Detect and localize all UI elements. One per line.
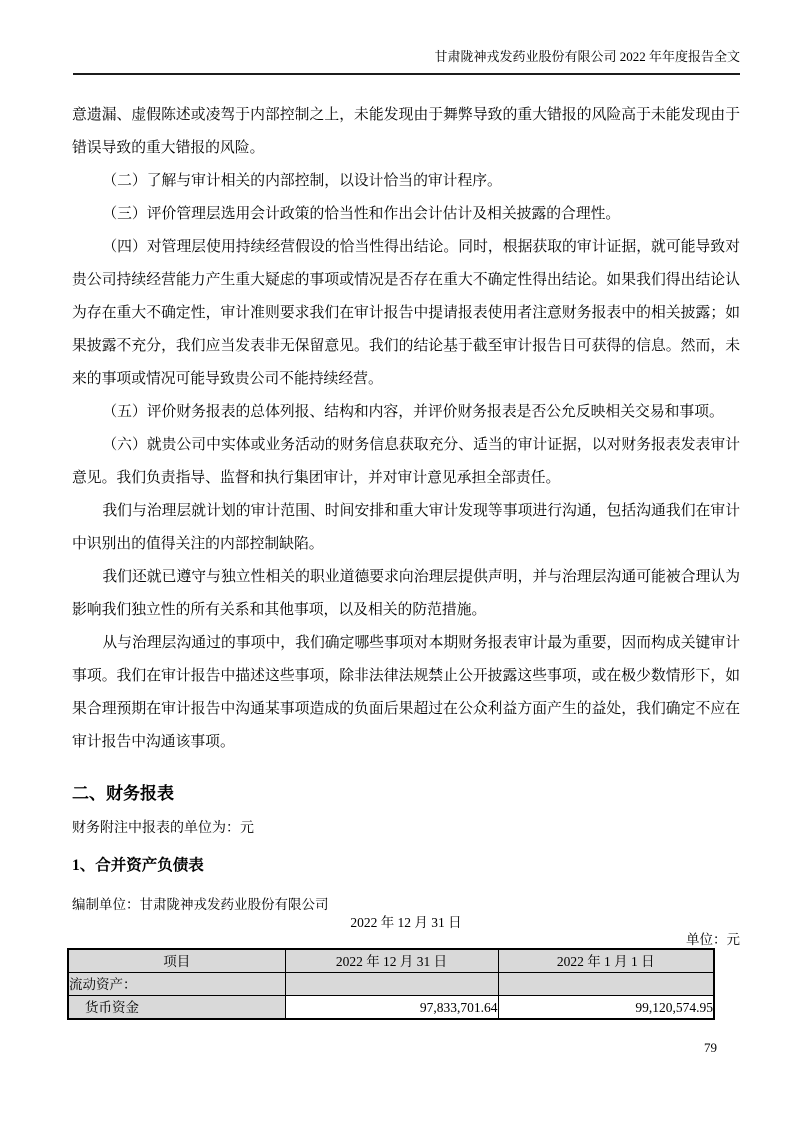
table-row [68,973,714,996]
audit-paragraph: 从与治理层沟通过的事项中，我们确定哪些事项对本期财务报表审计最为重要，因而构成关键审计事项。我们在审计报告中描述这些事项，除非法律法规禁止公开披露这些事项，或在极少数情形下，如果合理预期在审计报告中沟通某事项造成的负面后果超过在公众利益方面产生的益处，我们确定不应在审计报告中沟通该事项。 [72,635,740,750]
balance-sheet-table [67,948,715,1020]
page-header-title: 甘肃陇神戎发药业股份有限公司 2022 年年度报告全文 [73,48,740,75]
audit-paragraph: （四）对管理层使用持续经营假设的恰当性得出结论。同时，根据获取的审计证据，就可能导致对贵公司持续经营能力产生重大疑虑的事项或情况是否存在重大不确定性得出结论。如果我们得出结论认为存在重大不确定性，审计准则要求我们在审计报告中提请报表使用者注意财务报表中的相关披露；如果披露不充分，我们应当发表非无保留意见。我们的结论基于截至审计报告日可获得的信息。然而，未来的事项或情况可能导致贵公司不能持续经营。 [72,239,740,387]
consolidated-balance-sheet-title: 1、合并资产负债表 [72,857,204,874]
table-header-row [68,949,714,973]
table-header-prior-period: 2022 年 1 月 1 日 [498,949,714,973]
audit-paragraph: （六）就贵公司中实体或业务活动的财务信息获取充分、适当的审计证据，以对财务报表发表审计意见。我们负责指导、监督和执行集团审计，并对审计意见承担全部责任。 [72,437,740,486]
statement-date: 2022 年 12 月 31 日 [350,915,462,930]
value-cell: 97,833,701.64 [285,996,498,1020]
item-cell: 货币资金 [68,996,285,1020]
audit-paragraph: 我们与治理层就计划的审计范围、时间安排和重大审计发现等事项进行沟通，包括沟通我们在审计中识别出的值得关注的内部控制缺陷。 [72,503,740,552]
item-cell: 流动资产： [68,973,285,996]
audit-paragraph: （二）了解与审计相关的内部控制，以设计恰当的审计程序。 [102,173,502,189]
value-cell [285,973,498,996]
table-header-current-period: 2022 年 12 月 31 日 [285,949,498,973]
page-number: 79 [704,1040,717,1055]
financial-statements-section-title: 二、财务报表 [72,784,174,803]
table-row [68,996,714,1020]
table-header-item: 项目 [68,949,285,973]
prepared-by-line: 编制单位：甘肃陇神戎发药业股份有限公司 [72,897,329,912]
value-cell: 99,120,574.95 [498,996,714,1020]
audit-paragraph: （三）评价管理层选用会计政策的恰当性和作出会计估计及相关披露的合理性。 [102,206,621,222]
audit-paragraph: （五）评价财务报表的总体列报、结构和内容，并评价财务报表是否公允反映相关交易和事项。 [102,404,724,420]
document-body [69,99,740,1020]
unit-label: 单位：元 [686,932,740,947]
audit-paragraph: 我们还就已遵守与独立性相关的职业道德要求向治理层提供声明，并与治理层沟通可能被合理认为影响我们独立性的所有关系和其他事项，以及相关的防范措施。 [72,569,740,618]
value-cell [498,973,714,996]
financial-notes-unit-note: 财务附注中报表的单位为：元 [72,821,254,836]
audit-paragraph: 意遗漏、虚假陈述或凌驾于内部控制之上，未能发现由于舞弊导致的重大错报的风险高于未能发现由于错误导致的重大错报的风险。 [72,107,740,156]
